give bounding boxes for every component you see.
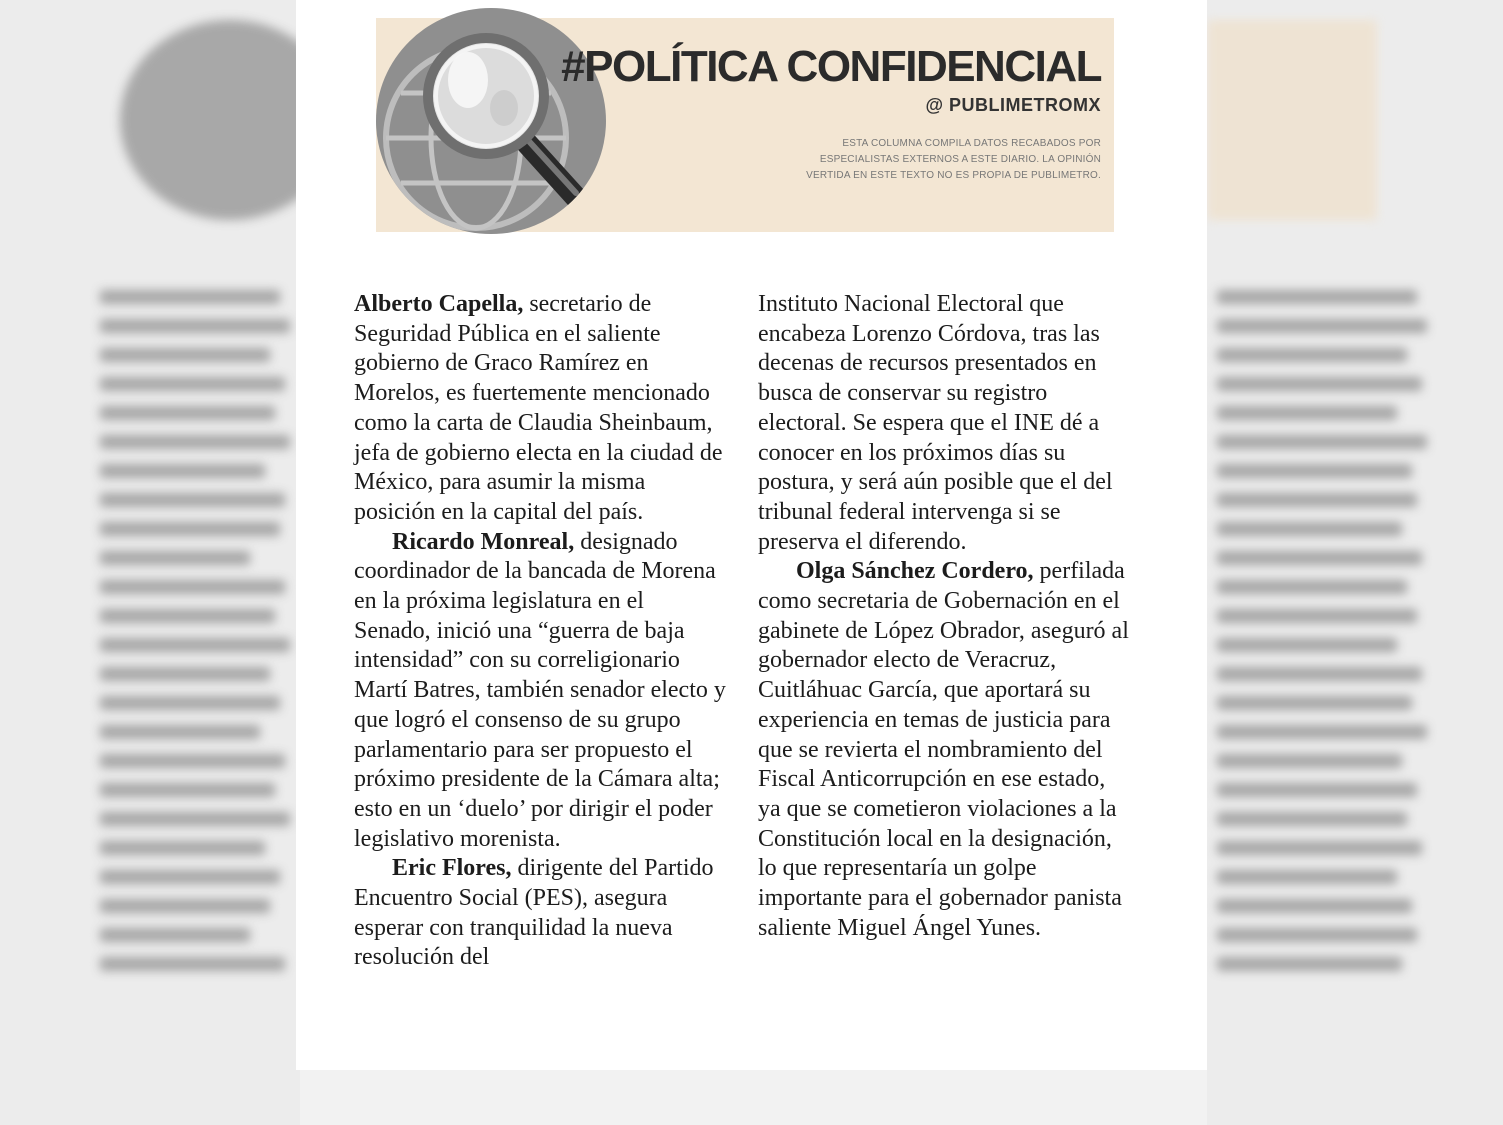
blurred-right-page (1207, 0, 1503, 1125)
text-column-right (758, 290, 1130, 943)
name-capella: Alberto Capella, (354, 291, 524, 317)
paragraph-monreal (354, 528, 726, 855)
text-sanchez-cordero: perfilada como secretaria de Gobernación en el gabinete de López Obrador, aseguró al gobernador electo de Veracruz, Cuitláhuac García, que aportará su experiencia en temas de justicia para que se revierta el nombramiento del Fiscal Anticorrupción en ese estado, ya que se cometieron violaciones a la Constitución local en la designación, lo que representaría un golpe importante para el gobernador panista saliente Miguel Ángel Yunes. (758, 558, 1129, 941)
blurred-left-page (0, 0, 300, 1125)
name-sanchez-cordero: Olga Sánchez Cordero, (796, 558, 1034, 585)
column-disclaimer: ESTA COLUMNA COMPILA DATOS RECABADOS POR ESPECIALISTAS EXTERNOS A ESTE DIARIO. LA OPINIÓN VERTIDA EN ESTE TEXTO NO ES PROPIA DE PUBLIMETRO. (806, 138, 1101, 181)
text-monreal: designado coordinador de la bancada de Morena en la próxima legislatura en el Senado, inició una “guerra de baja intensidad” con su correligionario Martí Batres, también senador electo y que logró el consenso de su grupo parlamentario para ser propuesto el próximo presidente de la Cámara alta; esto en un ‘duelo’ por dirigir el poder legislativo morenista. (354, 528, 726, 852)
text-column-left (354, 290, 726, 973)
paragraph-flores-continued (758, 290, 1130, 557)
text-capella: secretario de Seguridad Pública en el saliente gobierno de Graco Ramírez en Morelos, es fuertemente mencionado como la carta de Claudia Sheinbaum, jefa de gobierno electa en la ciudad de México, para asumir la misma posición en la capital del país. (354, 291, 723, 525)
text-flores: dirigente del Partido Encuentro Social (PES), asegura esperar con tranquilidad la nueva resolución del (354, 855, 714, 971)
paragraph-sanchez-cordero (758, 557, 1130, 943)
name-flores: Eric Flores, (392, 855, 512, 882)
social-handle: @ PUBLIMETROMX (925, 95, 1101, 115)
newspaper-page (296, 0, 1207, 1070)
text-flores-continued: Instituto Nacional Electoral que encabeza Lorenzo Córdova, tras las decenas de recursos presentados en busca de conservar su registro electoral. Se espera que el INE dé a conocer en los próximos días su postura, y será aún posible que el del tribunal federal intervenga si se preserva el diferendo. (758, 291, 1113, 555)
paragraph-capella (354, 290, 726, 528)
column-title: #POLÍTICA CONFIDENCIAL (561, 42, 1101, 91)
name-monreal: Ricardo Monreal, (392, 528, 575, 555)
paragraph-flores (354, 854, 726, 973)
